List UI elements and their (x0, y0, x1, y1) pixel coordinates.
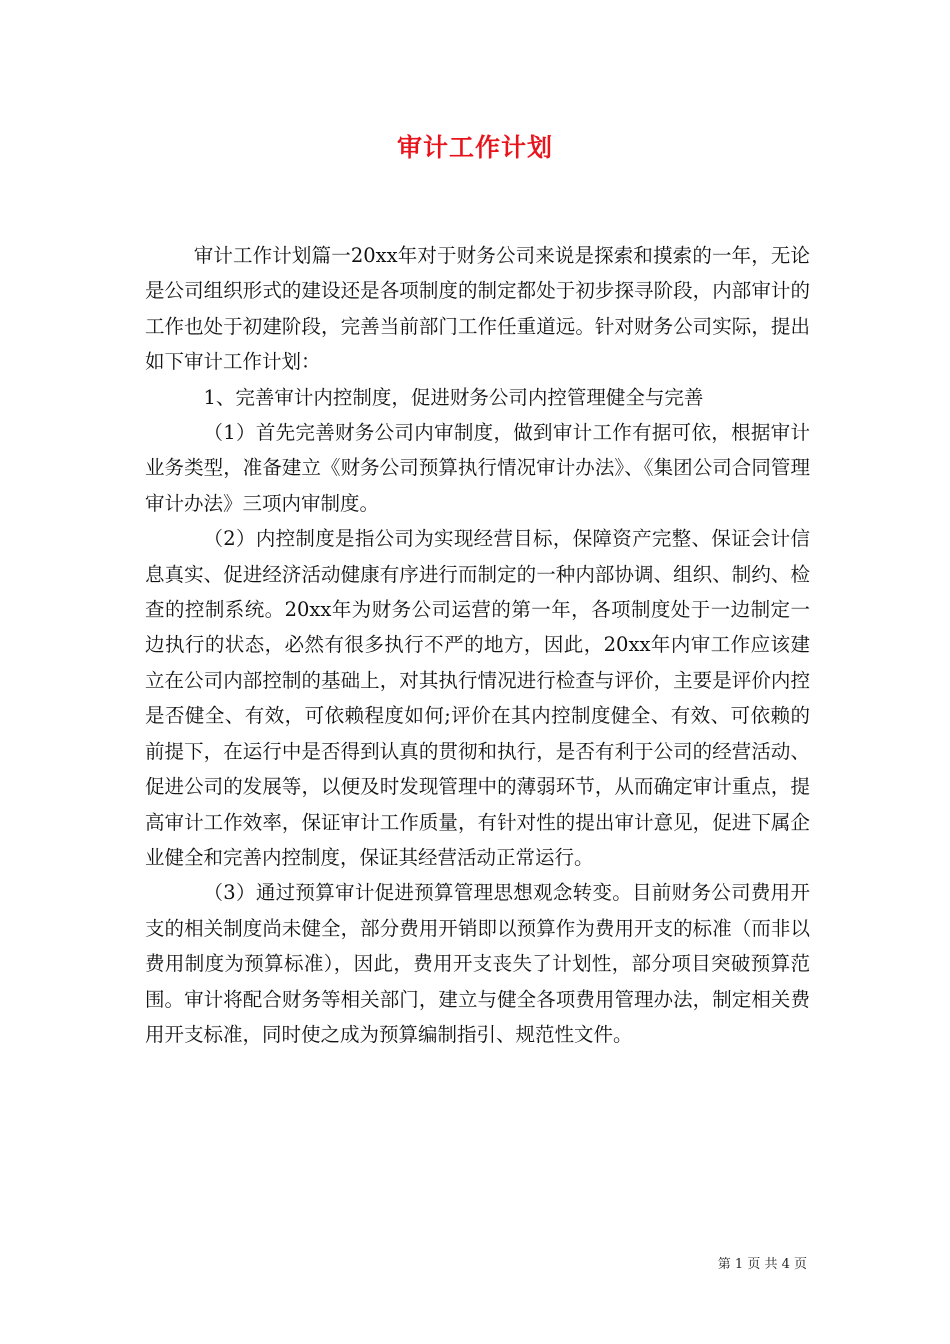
page-title: 审计工作计划 (396, 133, 553, 162)
paragraph-item-1: （1）首先完善财务公司内审制度，做到审计工作有据可依，根据审计业务类型，准备建立《财务公司预算执行情况审计办法》、《集团公司合同管理审计办法》三项内审制度。 (145, 421, 810, 515)
document-body (145, 238, 810, 1052)
paragraph-intro: 审计工作计划篇一20xx年对于财务公司来说是探索和摸索的一年，无论是公司组织形式的建设还是各项制度的制定都处于初步探寻阶段，内部审计的工作也处于初建阶段，完善当前部门工作任重道远。针对财务公司实际，提出如下审计工作计划： (145, 244, 810, 374)
paragraph-item-3: （3）通过预算审计促进预算管理思想观念转变。目前财务公司费用开支的相关制度尚未健全，部分费用开销即以预算作为费用开支的标准（而非以费用制度为预算标准），因此，费用开支丧失了计划性，部分项目突破预算范围。审计将配合财务等相关部门，建立与健全各项费用管理办法，制定相关费用开支标准，同时使之成为预算编制指引、规范性文件。 (145, 881, 810, 1046)
page-number-footer: 第 1 页 共 4 页 (717, 1257, 807, 1272)
paragraph-item-2: （2）内控制度是指公司为实现经营目标，保障资产完整、保证会计信息真实、促进经济活动健康有序进行而制定的一种内部协调、组织、制约、检查的控制系统。20xx年为财务公司运营的第一年，各项制度处于一边制定一边执行的状态，必然有很多执行不严的地方，因此，20xx年内审工作应该建立在公司内部控制的基础上，对其执行情况进行检查与评价，主要是评价内控是否健全、有效，可依赖程度如何;评价在其内控制度健全、有效、可依赖的前提下，在运行中是否得到认真的贯彻和执行，是否有利于公司的经营活动、促进公司的发展等，以便及时发现管理中的薄弱环节，从而确定审计重点，提高审计工作效率，保证审计工作质量，有针对性的提出审计意见，促进下属企业健全和完善内控制度，保证其经营活动正常运行。 (145, 527, 810, 869)
paragraph-section-1: 1、完善审计内控制度，促进财务公司内控管理健全与完善 (203, 385, 704, 409)
